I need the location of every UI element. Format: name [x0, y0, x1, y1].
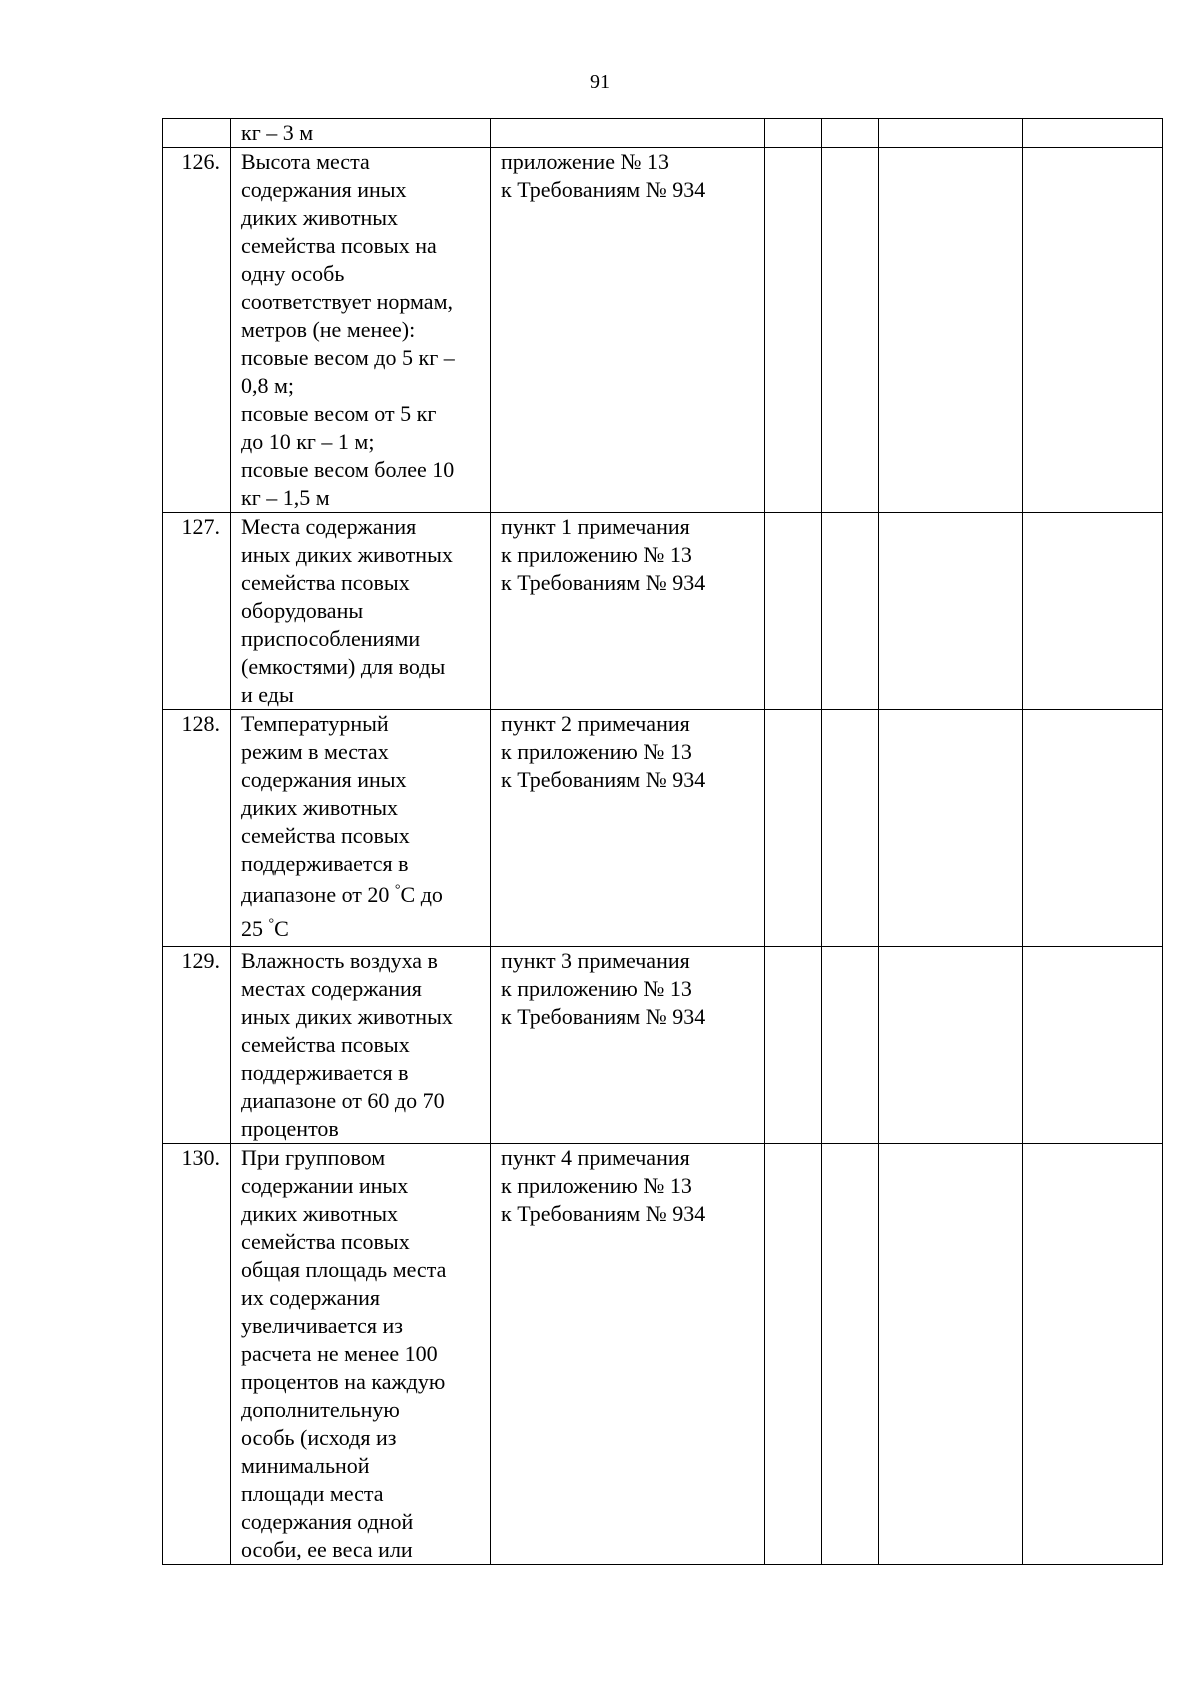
answer-no-cell[interactable] — [822, 710, 879, 947]
note-cell[interactable] — [1023, 119, 1163, 148]
table-row — [163, 947, 1163, 1144]
reference-line: к Требованиям № 934 — [501, 177, 706, 202]
requirement-line: увеличивается из — [241, 1313, 403, 1338]
note-cell[interactable] — [1023, 148, 1163, 513]
note-cell[interactable] — [1023, 513, 1163, 710]
requirement-line: особи, ее веса или — [241, 1537, 413, 1562]
row-number: 128. — [163, 710, 231, 947]
requirement-line: кг – 1,5 м — [241, 485, 330, 510]
reference-text — [491, 1144, 765, 1565]
answer-yes-cell[interactable] — [765, 1144, 822, 1565]
requirement-line: дополнительную — [241, 1397, 400, 1422]
requirement-line: Высота места — [241, 149, 370, 174]
requirement-line: Места содержания — [241, 514, 417, 539]
answer-yes-cell[interactable] — [765, 513, 822, 710]
checklist-table — [162, 118, 1163, 1565]
answer-no-cell[interactable] — [822, 148, 879, 513]
requirement-line: диапазоне от 60 до 70 — [241, 1088, 445, 1113]
reference-line: к приложению № 13 — [501, 1173, 692, 1198]
requirement-line: содержания одной — [241, 1509, 414, 1534]
requirement-line: поддерживается в — [241, 1060, 409, 1085]
requirement-line: расчета не менее 100 — [241, 1341, 438, 1366]
requirement-text — [231, 119, 491, 148]
requirement-line: диких животных — [241, 1201, 399, 1226]
requirement-line: 0,8 м; — [241, 373, 295, 398]
requirement-line: и еды — [241, 682, 294, 707]
requirement-line: Влажность воздуха в — [241, 948, 438, 973]
reference-line: к Требованиям № 934 — [501, 1004, 706, 1029]
table-row — [163, 710, 1163, 947]
requirement-line: семейства псовых — [241, 1032, 410, 1057]
requirement-line: их содержания — [241, 1285, 380, 1310]
answer-yes-cell[interactable] — [765, 947, 822, 1144]
answer-no-cell[interactable] — [822, 1144, 879, 1565]
reference-line: пункт 4 примечания — [501, 1145, 690, 1170]
requirement-line: минимальной — [241, 1453, 370, 1478]
requirement-line: диких животных — [241, 795, 399, 820]
reference-line: пункт 1 примечания — [501, 514, 690, 539]
requirement-line: При групповом — [241, 1145, 386, 1170]
reference-line: пункт 3 примечания — [501, 948, 690, 973]
reference-line: к Требованиям № 934 — [501, 1201, 706, 1226]
row-number: 126. — [163, 148, 231, 513]
not-applicable-cell[interactable] — [879, 119, 1023, 148]
requirement-text — [231, 148, 491, 513]
table-row — [163, 1144, 1163, 1565]
requirement-line: площади места — [241, 1481, 384, 1506]
requirement-line: содержания иных — [241, 177, 407, 202]
requirement-line: до 10 кг – 1 м; — [241, 429, 375, 454]
requirement-line: иных диких животных — [241, 542, 453, 567]
requirement-text — [231, 710, 491, 947]
requirement-text — [231, 1144, 491, 1565]
requirement-line: псовые весом до 5 кг – — [241, 345, 455, 370]
requirement-line: процентов на каждую — [241, 1369, 446, 1394]
requirement-line: оборудованы — [241, 598, 364, 623]
reference-line: приложение № 13 — [501, 149, 669, 174]
reference-line: к приложению № 13 — [501, 542, 692, 567]
degree-sign: ° — [268, 916, 275, 932]
requirement-line: кг – 3 м — [241, 120, 314, 145]
requirement-line: общая площадь места — [241, 1257, 447, 1282]
not-applicable-cell[interactable] — [879, 148, 1023, 513]
not-applicable-cell[interactable] — [879, 710, 1023, 947]
requirement-line: соответствует нормам, — [241, 289, 453, 314]
requirement-line: особь (исходя из — [241, 1425, 397, 1450]
requirement-line: диких животных — [241, 205, 399, 230]
reference-line: к приложению № 13 — [501, 976, 692, 1001]
requirement-line: местах содержания — [241, 976, 422, 1001]
page-number: 91 — [590, 71, 610, 93]
requirement-line: семейства псовых — [241, 823, 410, 848]
not-applicable-cell[interactable] — [879, 1144, 1023, 1565]
requirement-line: 25 °С — [241, 916, 289, 941]
row-number: 127. — [163, 513, 231, 710]
requirement-line: псовые весом более 10 — [241, 457, 455, 482]
answer-yes-cell[interactable] — [765, 148, 822, 513]
row-number — [163, 119, 231, 148]
answer-no-cell[interactable] — [822, 513, 879, 710]
requirement-text — [231, 947, 491, 1144]
requirement-line: одну особь — [241, 261, 345, 286]
reference-line: к Требованиям № 934 — [501, 570, 706, 595]
answer-yes-cell[interactable] — [765, 710, 822, 947]
note-cell[interactable] — [1023, 947, 1163, 1144]
requirement-line: семейства псовых на — [241, 233, 437, 258]
requirement-line: семейства псовых — [241, 1229, 410, 1254]
requirement-line: метров (не менее): — [241, 317, 416, 342]
table-row — [163, 119, 1163, 148]
reference-text — [491, 513, 765, 710]
reference-line: к приложению № 13 — [501, 739, 692, 764]
table-row — [163, 513, 1163, 710]
requirement-line: диапазоне от 20 °С до — [241, 882, 443, 907]
reference-line: к Требованиям № 934 — [501, 767, 706, 792]
requirement-line: (емкостями) для воды — [241, 654, 446, 679]
row-number: 130. — [163, 1144, 231, 1565]
requirement-line: псовые весом от 5 кг — [241, 401, 437, 426]
requirement-line: содержании иных — [241, 1173, 409, 1198]
degree-sign: ° — [394, 882, 401, 898]
table-row — [163, 148, 1163, 513]
requirement-line: Температурный — [241, 711, 389, 736]
requirement-line: семейства псовых — [241, 570, 410, 595]
answer-yes-cell[interactable] — [765, 119, 822, 148]
reference-text — [491, 119, 765, 148]
not-applicable-cell[interactable] — [879, 947, 1023, 1144]
requirement-text — [231, 513, 491, 710]
reference-text — [491, 148, 765, 513]
requirement-line: иных диких животных — [241, 1004, 453, 1029]
reference-text — [491, 947, 765, 1144]
note-cell[interactable] — [1023, 710, 1163, 947]
requirement-line: процентов — [241, 1116, 339, 1141]
requirement-line: приспособлениями — [241, 626, 421, 651]
not-applicable-cell[interactable] — [879, 513, 1023, 710]
answer-no-cell[interactable] — [822, 947, 879, 1144]
requirement-line: режим в местах — [241, 739, 389, 764]
answer-no-cell[interactable] — [822, 119, 879, 148]
row-number: 129. — [163, 947, 231, 1144]
reference-line: пункт 2 примечания — [501, 711, 690, 736]
reference-text — [491, 710, 765, 947]
requirement-line: содержания иных — [241, 767, 407, 792]
requirement-line: поддерживается в — [241, 851, 409, 876]
note-cell[interactable] — [1023, 1144, 1163, 1565]
